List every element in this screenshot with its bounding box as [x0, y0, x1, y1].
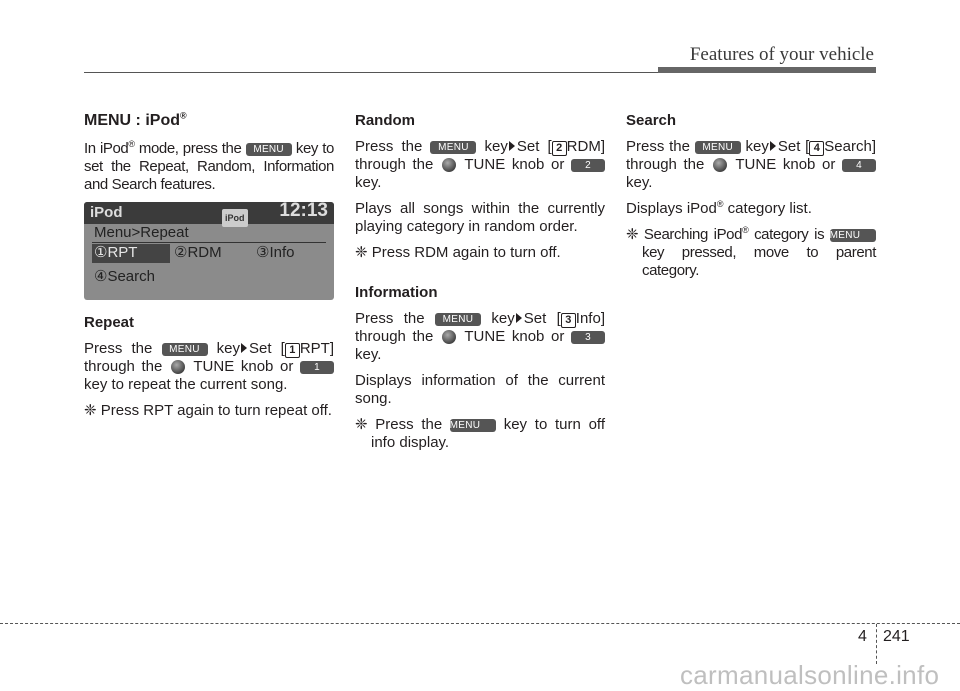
- random-heading: Random: [355, 112, 415, 129]
- search-heading: Search: [626, 112, 677, 129]
- tune-knob-icon: [171, 360, 185, 374]
- header-rule-accent: [658, 67, 876, 73]
- display-item-rdm: ②RDM: [174, 244, 222, 261]
- display-item-rpt: ①RPT: [94, 244, 138, 261]
- search-description: Displays iPod® category list.: [626, 199, 812, 217]
- display-item-info: ③Info: [256, 244, 295, 261]
- random-note: ❈ Press RDM again to turn off.: [355, 244, 561, 261]
- repeat-paragraph: Press the MENU key Set [ 1 RPT] through the TUNE knob or 1 RPT key to repeat the current song.: [84, 340, 334, 393]
- page-header: [0, 0, 960, 80]
- menu-key-icon: MENU: [435, 313, 481, 326]
- tune-knob-icon: [442, 158, 456, 172]
- repeat-heading: Repeat: [84, 314, 135, 331]
- ipod-display-screenshot: [84, 202, 334, 300]
- number-2-icon: 2: [552, 141, 567, 156]
- chapter-number: 4: [858, 628, 867, 645]
- display-item-search: ④Search: [94, 268, 155, 285]
- menu-ipod-heading: MENU : iPod®: [84, 110, 187, 129]
- information-note: ❈ Press the MENU key to turn off info display.: [355, 416, 605, 451]
- arrow-right-icon: [241, 343, 247, 353]
- search-paragraph: Press the MENU key Set [ 4 Search] through the TUNE knob or 4 key.: [626, 138, 876, 191]
- column-middle: [355, 112, 605, 460]
- display-menu-path: Menu>Repeat: [94, 224, 189, 241]
- footer-rule: [0, 623, 960, 624]
- column-left: [84, 112, 334, 428]
- menu-key-icon: MENU: [430, 141, 476, 154]
- number-4-icon: 4: [809, 141, 824, 156]
- watermark: carmanualsonline.info: [680, 660, 940, 690]
- rpt-key-icon: 1 RPT: [300, 361, 334, 374]
- search-note: ❈ Searching iPod® category is MENU key pressed, move to parent category.: [626, 225, 876, 279]
- header-rule: [84, 72, 658, 73]
- menu-key-icon: MENU: [246, 143, 292, 156]
- tune-knob-icon: [442, 330, 456, 344]
- information-paragraph: Press the MENU key Set [ 3 Info] through the TUNE knob or 3 key.: [355, 310, 605, 363]
- arrow-right-icon: [509, 141, 515, 151]
- random-paragraph: Press the MENU key Set [ 2 RDM] through the TUNE knob or 2 key.: [355, 138, 605, 191]
- information-heading: Information: [355, 284, 438, 301]
- menu-key-icon: MENU: [695, 141, 741, 154]
- number-3-icon: 3: [561, 313, 576, 328]
- intro-paragraph: In iPod® mode, press the MENU key to set the Repeat, Random, Information and Search features.: [84, 139, 334, 193]
- display-divider: [92, 242, 326, 243]
- display-clock: 12:13: [279, 202, 328, 221]
- display-mode: iPod: [90, 204, 123, 221]
- menu-key-icon: MENU: [162, 343, 208, 356]
- arrow-right-icon: [770, 141, 776, 151]
- random-description: Plays all songs within the currently playing category in random order.: [355, 200, 605, 235]
- spacer: [355, 270, 605, 284]
- information-description: Displays information of the current song.: [355, 372, 605, 407]
- section-title: Features of your vehicle: [689, 44, 874, 65]
- arrow-right-icon: [516, 313, 522, 323]
- footer-separator: [876, 624, 877, 664]
- key-3-icon: 3: [571, 331, 605, 344]
- repeat-note: ❈ Press RPT again to turn repeat off.: [84, 402, 332, 419]
- key-2-icon: 2: [571, 159, 605, 172]
- key-4-icon: 4: [842, 159, 876, 172]
- menu-key-icon: MENU: [830, 229, 876, 242]
- display-badge: iPod: [222, 209, 248, 227]
- number-1-icon: 1: [285, 343, 300, 358]
- page-number: 241: [883, 628, 910, 645]
- tune-knob-icon: [713, 158, 727, 172]
- column-right: [626, 112, 876, 288]
- menu-key-icon: MENU: [450, 419, 496, 432]
